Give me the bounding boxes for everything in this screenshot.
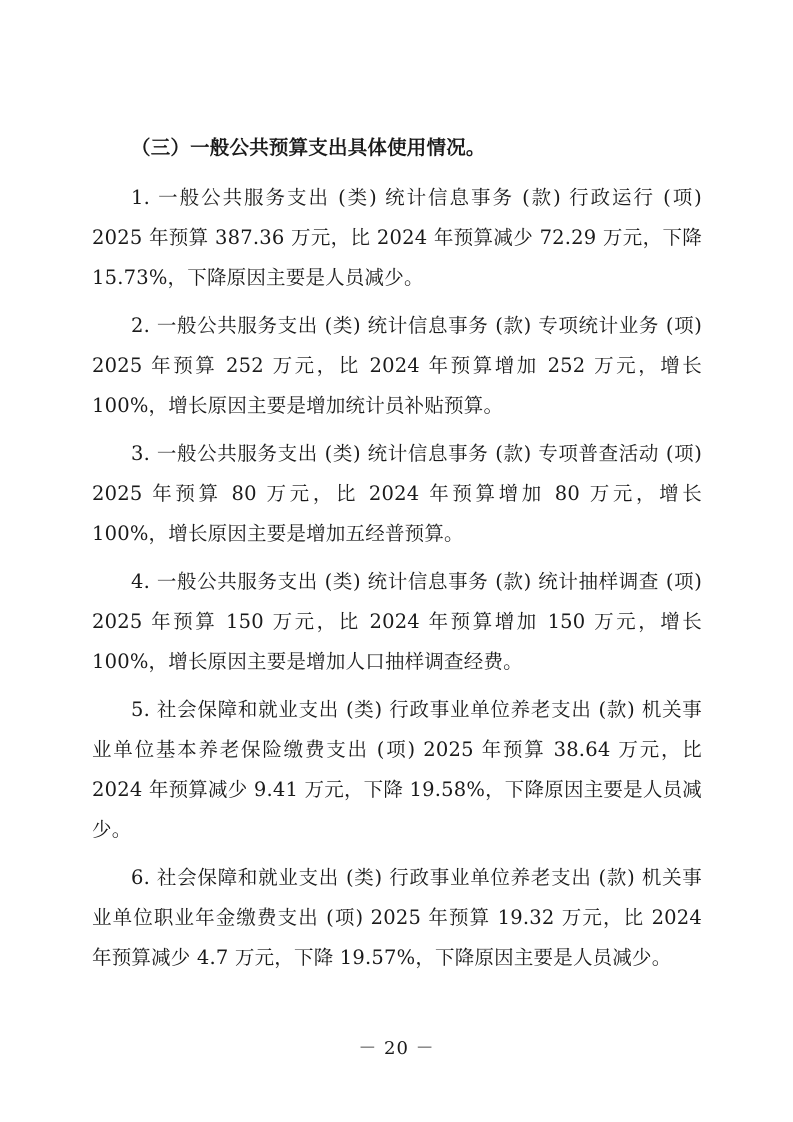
document-body [92, 128, 702, 978]
budget-item-2: 2. 一般公共服务支出 (类) 统计信息事务 (款) 专项统计业务 (项) 2025 年预算 252 万元，比 2024 年预算增加 252 万元，增长 100%，增长原因主要是增加统计员补贴预算。 [92, 314, 702, 417]
budget-item-6: 6. 社会保障和就业支出 (类) 行政事业单位养老支出 (款) 机关事业单位职业年金缴费支出 (项) 2025 年预算 19.32 万元，比 2024 年预算减少 4.7 万元，下降 19.57%，下降原因主要是人员减少。 [92, 866, 702, 969]
section-heading: （三）一般公共预算支出具体使用情况。 [131, 136, 486, 159]
budget-item-1: 1. 一般公共服务支出 (类) 统计信息事务 (款) 行政运行 (项) 2025 年预算 387.36 万元，比 2024 年预算减少 72.29 万元，下降 15.73%，下降原因主要是人员减少。 [92, 186, 702, 289]
budget-item-3: 3. 一般公共服务支出 (类) 统计信息事务 (款) 专项普查活动 (项) 2025 年预算 80 万元，比 2024 年预算增加 80 万元，增长 100%，增长原因主要是增加五经普预算。 [92, 442, 702, 545]
page-number: － 20 － [358, 1038, 435, 1059]
budget-item-5: 5. 社会保障和就业支出 (类) 行政事业单位养老支出 (款) 机关事业单位基本养老保险缴费支出 (项) 2025 年预算 38.64 万元，比 2024 年预算减少 9.41 万元，下降 19.58%，下降原因主要是人员减少。 [92, 698, 702, 841]
budget-item-4: 4. 一般公共服务支出 (类) 统计信息事务 (款) 统计抽样调查 (项) 2025 年预算 150 万元，比 2024 年预算增加 150 万元，增长 100%，增长原因主要是增加人口抽样调查经费。 [92, 570, 702, 673]
